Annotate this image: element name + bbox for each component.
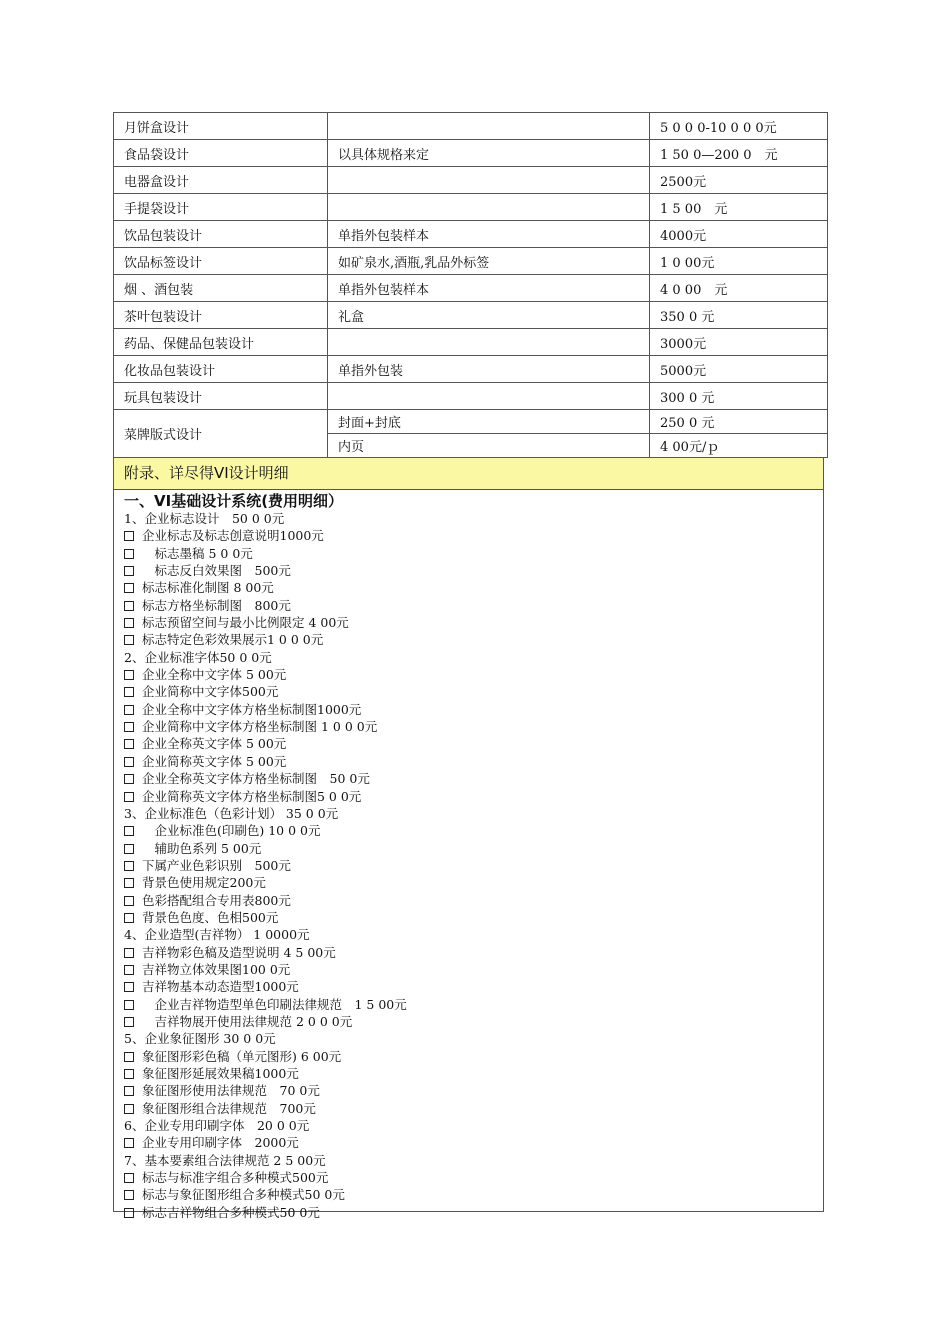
checkbox-icon [124, 1208, 134, 1218]
item-price-cell: 3000元 [650, 329, 828, 356]
checklist-item [124, 562, 823, 579]
checkbox-icon [124, 722, 134, 732]
line-text: 象征图形延展效果稿1000元 [142, 1066, 299, 1081]
checkbox-icon [124, 670, 134, 680]
price-table [113, 112, 828, 458]
line-text: 7、基本要素组合法律规范 2 5 00元 [124, 1152, 326, 1168]
line-text: 企业简称英文字体 5 00元 [142, 753, 287, 769]
line-text: 3、企业标准色（色彩计划） 35 0 0元 [124, 805, 339, 821]
vi-detail-section [113, 490, 824, 1220]
item-price-cell: 1 50 0—200 0 元 [650, 140, 828, 167]
item-note-cell [328, 383, 650, 410]
category-line [124, 805, 823, 822]
line-text: 企业标准色(印刷色) 10 0 0元 [142, 823, 321, 839]
item-note-cell [328, 194, 650, 221]
table-row [114, 140, 828, 167]
line-text: 吉祥物基本动态造型1000元 [142, 979, 299, 995]
line-text: 吉祥物立体效果图100 0元 [142, 961, 291, 977]
checklist-item [124, 978, 823, 995]
line-text: 标志吉祥物组合多种模式50 0元 [142, 1204, 320, 1220]
checkbox-icon [124, 1173, 134, 1183]
checklist-item [124, 944, 823, 961]
item-note-cell: 封面+封底 [328, 410, 650, 434]
item-price-cell: 4000元 [650, 221, 828, 248]
checkbox-icon [124, 861, 134, 871]
checkbox-icon [124, 757, 134, 767]
checklist-item [124, 1065, 823, 1082]
item-note-cell: 单指外包装 [328, 356, 650, 383]
item-note-cell: 以具体规格来定 [328, 140, 650, 167]
checklist-item [124, 770, 823, 787]
checkbox-icon [124, 1138, 134, 1148]
checklist-item [124, 718, 823, 735]
table-row [114, 275, 828, 302]
checkbox-icon [124, 1069, 134, 1079]
item-name-cell: 茶叶包装设计 [114, 302, 328, 329]
table-row [114, 221, 828, 248]
line-text: 标志反白效果图 500元 [142, 563, 291, 579]
item-price-cell: 350 0 元 [650, 302, 828, 329]
checklist-item [124, 1013, 823, 1030]
checkbox-icon [124, 792, 134, 802]
checklist-item [124, 735, 823, 752]
checklist-item [124, 527, 823, 544]
checklist-item [124, 579, 823, 596]
line-text: 企业标志及标志创意说明1000元 [142, 528, 324, 544]
line-text: 标志特定色彩效果展示1 0 0 0元 [142, 632, 324, 648]
item-note-cell [328, 113, 650, 140]
checkbox-icon [124, 1104, 134, 1114]
checklist-item [124, 996, 823, 1013]
checklist-item [124, 961, 823, 978]
detail-lines [124, 510, 823, 1221]
category-line [124, 926, 823, 943]
checkbox-icon [124, 826, 134, 836]
checklist-item [124, 874, 823, 891]
checkbox-icon [124, 965, 134, 975]
table-row [114, 329, 828, 356]
item-name-cell: 电器盒设计 [114, 167, 328, 194]
table-row [114, 248, 828, 275]
checklist-item [124, 892, 823, 909]
category-line [124, 1030, 823, 1047]
line-text: 标志与象征图形组合多种模式50 0元 [142, 1187, 345, 1203]
line-text: 辅助色系列 5 00元 [142, 840, 262, 856]
line-text: 背景色色度、色相500元 [142, 909, 279, 925]
checklist-item [124, 1204, 823, 1221]
checklist-item [124, 788, 823, 805]
checkbox-icon [124, 618, 134, 628]
line-text: 吉祥物彩色稿及造型说明 4 5 00元 [142, 944, 336, 960]
item-price-cell: 250 0 元 [650, 410, 828, 434]
item-note-cell: 礼盒 [328, 302, 650, 329]
item-price-cell: 4 00元/ｐ [650, 434, 828, 458]
checkbox-icon [124, 687, 134, 697]
checklist-item [124, 1169, 823, 1186]
checkbox-icon [124, 1017, 134, 1027]
line-text: 下属产业色彩识别 500元 [142, 857, 291, 873]
line-text: 企业全称中文字体方格坐标制图1000元 [142, 701, 362, 717]
line-text: 标志墨稿 5 0 0元 [142, 545, 253, 561]
item-price-cell: 1 5 00 元 [650, 194, 828, 221]
line-text: 1、企业标志设计 50 0 0元 [124, 511, 285, 526]
checklist-item [124, 631, 823, 648]
item-price-cell: 4 0 00 元 [650, 275, 828, 302]
line-text: 标志方格坐标制图 800元 [142, 597, 291, 613]
category-line [124, 649, 823, 666]
item-name-cell: 烟 、酒包装 [114, 275, 328, 302]
checkbox-icon [124, 601, 134, 611]
item-price-cell: 300 0 元 [650, 383, 828, 410]
item-name-cell: 手提袋设计 [114, 194, 328, 221]
line-text: 4、企业造型(吉祥物） 1 0000元 [124, 927, 310, 943]
line-text: 象征图形彩色稿（单元图形) 6 00元 [142, 1048, 342, 1064]
item-name-cell: 化妆品包装设计 [114, 356, 328, 383]
line-text: 企业简称中文字体500元 [142, 684, 279, 700]
item-price-cell: 1 0 00元 [650, 248, 828, 275]
checkbox-icon [124, 531, 134, 541]
category-line [124, 1117, 823, 1134]
checkbox-icon [124, 1052, 134, 1062]
item-note-cell: 内页 [328, 434, 650, 458]
checklist-item [124, 597, 823, 614]
item-name-cell: 月饼盒设计 [114, 113, 328, 140]
checklist-item [124, 909, 823, 926]
item-note-cell: 单指外包装样本 [328, 275, 650, 302]
price-table-body [114, 113, 828, 458]
line-text: 标志预留空间与最小比例限定 4 00元 [142, 615, 349, 631]
checklist-item [124, 1134, 823, 1151]
checklist-item [124, 545, 823, 562]
checkbox-icon [124, 982, 134, 992]
checklist-item [124, 1048, 823, 1065]
checkbox-icon [124, 844, 134, 854]
checklist-item [124, 857, 823, 874]
checklist-item [124, 683, 823, 700]
checkbox-icon [124, 583, 134, 593]
checkbox-icon [124, 774, 134, 784]
section-heading: 一、VI基础设计系统(费用明细） [124, 492, 344, 510]
line-text: 标志标准化制图 8 00元 [142, 580, 274, 596]
category-line [124, 510, 823, 527]
line-text: 2、企业标准字体50 0 0元 [124, 649, 272, 665]
line-text: 吉祥物展开使用法律规范 2 0 0 0元 [142, 1013, 353, 1029]
table-row [114, 356, 828, 383]
table-row [114, 113, 828, 140]
item-name-cell: 饮品包装设计 [114, 221, 328, 248]
item-price-cell: 5 0 0 0-10 0 0 0元 [650, 113, 828, 140]
line-text: 象征图形组合法律规范 700元 [142, 1100, 316, 1116]
item-price-cell: 2500元 [650, 167, 828, 194]
item-name-cell: 菜牌版式设计 [114, 410, 328, 458]
checklist-item [124, 666, 823, 683]
line-text: 企业简称中文字体方格坐标制图 1 0 0 0元 [142, 719, 378, 735]
item-note-cell: 如矿泉水,酒瓶,乳品外标签 [328, 248, 650, 275]
table-row [114, 167, 828, 194]
line-text: 企业简称英文字体方格坐标制图5 0 0元 [142, 788, 362, 804]
table-row [114, 194, 828, 221]
line-text: 背景色使用规定200元 [142, 875, 266, 891]
checkbox-icon [124, 635, 134, 645]
item-note-cell [328, 167, 650, 194]
line-text: 标志与标准字组合多种模式500元 [142, 1170, 329, 1186]
line-text: 6、企业专用印刷字体 20 0 0元 [124, 1118, 310, 1134]
checklist-item [124, 822, 823, 839]
appendix-title: 附录、详尽得VI设计明细 [113, 458, 824, 490]
checkbox-icon [124, 913, 134, 923]
table-row [114, 302, 828, 329]
checklist-item [124, 1082, 823, 1099]
item-note-cell: 单指外包装样本 [328, 221, 650, 248]
item-price-cell: 5000元 [650, 356, 828, 383]
checkbox-icon [124, 948, 134, 958]
checkbox-icon [124, 1000, 134, 1010]
checklist-item [124, 1100, 823, 1117]
line-text: 企业专用印刷字体 2000元 [142, 1135, 299, 1151]
checklist-item [124, 614, 823, 631]
checkbox-icon [124, 739, 134, 749]
item-name-cell: 食品袋设计 [114, 140, 328, 167]
line-text: 象征图形使用法律规范 70 0元 [142, 1083, 320, 1099]
table-row [114, 383, 828, 410]
line-text: 企业全称中文字体 5 00元 [142, 667, 287, 683]
item-name-cell: 药品、保健品包装设计 [114, 329, 328, 356]
table-row [114, 410, 828, 434]
item-name-cell: 饮品标签设计 [114, 248, 328, 275]
checkbox-icon [124, 1190, 134, 1200]
checkbox-icon [124, 878, 134, 888]
checkbox-icon [124, 1086, 134, 1096]
item-note-cell [328, 329, 650, 356]
category-line [124, 1152, 823, 1169]
checkbox-icon [124, 705, 134, 715]
checkbox-icon [124, 566, 134, 576]
line-text: 企业全称英文字体方格坐标制图 50 0元 [142, 771, 370, 787]
line-text: 企业吉祥物造型单色印刷法律规范 1 5 00元 [142, 996, 407, 1012]
item-name-cell: 玩具包装设计 [114, 383, 328, 410]
checkbox-icon [124, 896, 134, 906]
line-text: 5、企业象征图形 30 0 0元 [124, 1031, 276, 1047]
line-text: 色彩搭配组合专用表800元 [142, 892, 291, 908]
checklist-item [124, 1186, 823, 1203]
checklist-item [124, 753, 823, 770]
checklist-item [124, 701, 823, 718]
document-body [113, 112, 824, 1220]
checkbox-icon [124, 549, 134, 559]
line-text: 企业全称英文字体 5 00元 [142, 736, 287, 752]
checklist-item [124, 840, 823, 857]
